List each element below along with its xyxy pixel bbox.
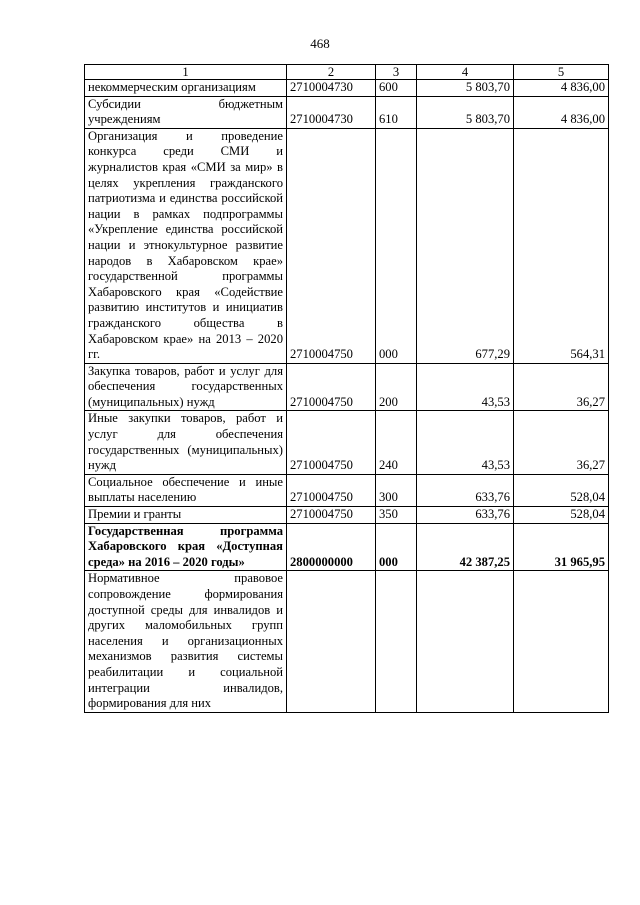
row-amount-2: 528,04 xyxy=(514,474,609,506)
row-name: Иные закупки товаров, работ и услуг для обеспечения государственных (муниципальных) нужд xyxy=(85,411,287,474)
table-row xyxy=(85,507,609,524)
row-target-code: 2710004750 xyxy=(287,411,376,474)
row-name: Субсидии бюджетным учреждениям xyxy=(85,96,287,128)
row-name: Закупка товаров, работ и услуг для обеспечения государственных (муниципальных) нужд xyxy=(85,363,287,411)
row-expense-type: 300 xyxy=(376,474,417,506)
row-target-code: 2710004750 xyxy=(287,363,376,411)
row-target-code: 2710004750 xyxy=(287,507,376,524)
row-expense-type: 600 xyxy=(376,80,417,97)
row-amount-1: 677,29 xyxy=(417,128,514,363)
row-name: Организация и проведение конкурса среди СМИ и журналистов края «СМИ за мир» в целях укрепления гражданского патриотизма и единства российской нации в рамках подпрограммы «Укрепление единства российской нации и этнокультурное развитие народов в Хабаровском крае» государственной программы Хабаровского края «Содействие развитию институтов и инициатив гражданского общества в Хабаровском крае» на 2013 – 2020 гг. xyxy=(85,128,287,363)
row-expense-type: 000 xyxy=(376,523,417,571)
column-header: 2 xyxy=(287,65,376,80)
row-expense-type xyxy=(376,571,417,712)
table-header-row xyxy=(85,65,609,80)
row-name: Социальное обеспечение и иные выплаты населению xyxy=(85,474,287,506)
table-row xyxy=(85,128,609,363)
table-row xyxy=(85,411,609,474)
row-name: Премии и гранты xyxy=(85,507,287,524)
row-amount-2: 36,27 xyxy=(514,411,609,474)
row-expense-type: 200 xyxy=(376,363,417,411)
table-row-program-total xyxy=(85,523,609,571)
row-amount-1 xyxy=(417,571,514,712)
row-amount-2: 564,31 xyxy=(514,128,609,363)
table-row xyxy=(85,80,609,97)
table-row xyxy=(85,571,609,712)
table-row xyxy=(85,96,609,128)
row-amount-2: 4 836,00 xyxy=(514,96,609,128)
row-expense-type: 350 xyxy=(376,507,417,524)
row-amount-2: 528,04 xyxy=(514,507,609,524)
row-amount-1: 5 803,70 xyxy=(417,80,514,97)
column-header: 3 xyxy=(376,65,417,80)
row-amount-1: 42 387,25 xyxy=(417,523,514,571)
row-target-code: 2710004750 xyxy=(287,474,376,506)
row-target-code: 2710004730 xyxy=(287,96,376,128)
row-amount-1: 43,53 xyxy=(417,411,514,474)
row-name: некоммерческим организациям xyxy=(85,80,287,97)
row-target-code: 2800000000 xyxy=(287,523,376,571)
table-row xyxy=(85,474,609,506)
row-amount-2: 36,27 xyxy=(514,363,609,411)
row-name: Государственная программа Хабаровского края «Доступная среда» на 2016 – 2020 годы» xyxy=(85,523,287,571)
column-header: 5 xyxy=(514,65,609,80)
page-number: 468 xyxy=(310,36,330,51)
row-amount-2: 31 965,95 xyxy=(514,523,609,571)
row-amount-1: 633,76 xyxy=(417,507,514,524)
column-header: 1 xyxy=(85,65,287,80)
row-name: Нормативное правовое сопровождение формирования доступной среды для инвалидов и других маломобильных групп населения и организационных механизмов развития системы реабилитации и социальной интеграции инвалидов, формирования для них xyxy=(85,571,287,712)
row-amount-1: 633,76 xyxy=(417,474,514,506)
row-expense-type: 240 xyxy=(376,411,417,474)
row-amount-1: 5 803,70 xyxy=(417,96,514,128)
row-expense-type: 610 xyxy=(376,96,417,128)
budget-table xyxy=(84,64,609,713)
row-target-code xyxy=(287,571,376,712)
row-amount-2: 4 836,00 xyxy=(514,80,609,97)
column-header: 4 xyxy=(417,65,514,80)
row-amount-1: 43,53 xyxy=(417,363,514,411)
row-target-code: 2710004750 xyxy=(287,128,376,363)
row-amount-2 xyxy=(514,571,609,712)
table-row xyxy=(85,363,609,411)
row-expense-type: 000 xyxy=(376,128,417,363)
row-target-code: 2710004730 xyxy=(287,80,376,97)
